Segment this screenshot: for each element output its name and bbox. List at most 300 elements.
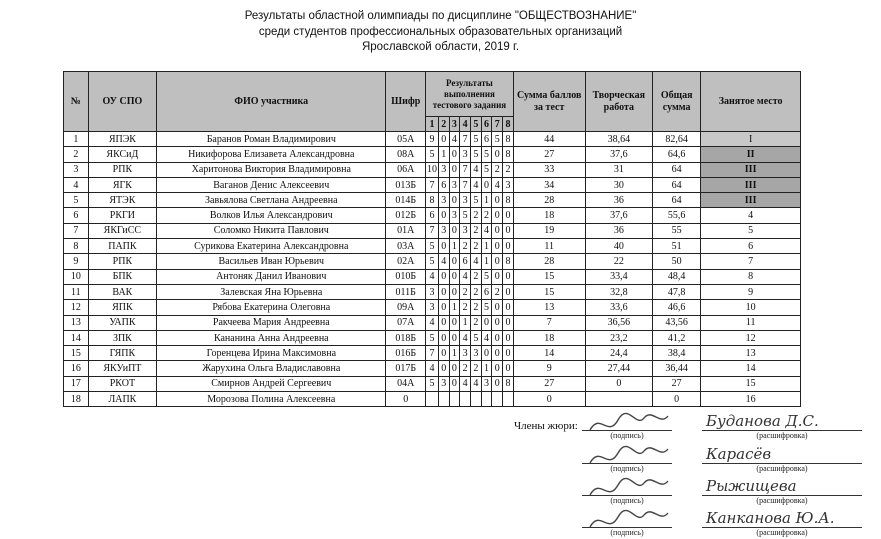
- table-row: [64, 147, 801, 162]
- cell-place: 13: [701, 346, 801, 361]
- cell-ou: ПАПК: [88, 239, 157, 254]
- cell-no: 12: [64, 300, 89, 315]
- cell-total: 27: [653, 376, 701, 391]
- cell-task-7: 0: [492, 147, 503, 162]
- cell-task-7: 0: [492, 346, 503, 361]
- header-place: Занятое место: [701, 72, 801, 132]
- cell-task-3: 4: [449, 132, 460, 147]
- cell-task-7: 0: [492, 239, 503, 254]
- cell-code: 018Б: [386, 330, 426, 345]
- cell-place: II: [701, 147, 801, 162]
- cell-sum-test: 15: [513, 269, 585, 284]
- cell-task-1: 5: [426, 330, 439, 345]
- cell-code: 06А: [386, 162, 426, 177]
- table-row: [64, 361, 801, 376]
- cell-task-7: [492, 392, 503, 407]
- cell-total: 38,4: [653, 346, 701, 361]
- cell-ou: ЯТЭК: [88, 193, 157, 208]
- cell-total: 64,6: [653, 147, 701, 162]
- cell-no: 9: [64, 254, 89, 269]
- cell-task-3: 0: [449, 269, 460, 284]
- cell-fio: Жарухина Ольга Владиславовна: [157, 361, 386, 376]
- table-row: [64, 193, 801, 208]
- cell-task-3: 0: [449, 361, 460, 376]
- cell-no: 15: [64, 346, 89, 361]
- cell-task-5: [470, 392, 481, 407]
- cell-no: 10: [64, 269, 89, 284]
- cell-task-3: 0: [449, 223, 460, 238]
- cell-fio: Ракчеева Мария Андреевна: [157, 315, 386, 330]
- cell-place: 16: [701, 392, 801, 407]
- cell-no: 14: [64, 330, 89, 345]
- cell-creative: 36: [585, 193, 652, 208]
- cell-task-4: 2: [460, 239, 471, 254]
- cell-fio: Сурикова Екатерина Александровна: [157, 239, 386, 254]
- cell-fio: Баранов Роман Владимирович: [157, 132, 386, 147]
- header-sum-test: Сумма баллов за тест: [513, 72, 585, 132]
- header-task-8: 8: [503, 117, 514, 132]
- cell-creative: 40: [585, 239, 652, 254]
- cell-creative: 23,2: [585, 330, 652, 345]
- decode-slot: [702, 477, 862, 507]
- cell-task-6: 5: [481, 300, 492, 315]
- cell-creative: 33,4: [585, 269, 652, 284]
- cell-task-3: 0: [449, 193, 460, 208]
- header-task-3: 3: [449, 117, 460, 132]
- cell-ou: ЯКГиСС: [88, 223, 157, 238]
- table-row: [64, 162, 801, 177]
- cell-no: 3: [64, 162, 89, 177]
- cell-task-4: 1: [460, 315, 471, 330]
- cell-code: 017Б: [386, 361, 426, 376]
- cell-task-2: 0: [438, 269, 449, 284]
- cell-code: 07А: [386, 315, 426, 330]
- cell-ou: ЯПЭК: [88, 132, 157, 147]
- cell-task-6: [481, 392, 492, 407]
- cell-task-3: 0: [449, 284, 460, 299]
- jury-member-name: Рыжищева: [706, 477, 797, 495]
- cell-task-7: 0: [492, 300, 503, 315]
- cell-task-2: 4: [438, 254, 449, 269]
- cell-place: 10: [701, 300, 801, 315]
- cell-ou: ЯКУиПТ: [88, 361, 157, 376]
- cell-task-8: 0: [503, 208, 514, 223]
- cell-task-3: 1: [449, 300, 460, 315]
- cell-ou: РКГИ: [88, 208, 157, 223]
- header-no: №: [64, 72, 89, 132]
- cell-creative: 27,44: [585, 361, 652, 376]
- cell-fio: Кананина Анна Андреевна: [157, 330, 386, 345]
- cell-total: 50: [653, 254, 701, 269]
- cell-task-5: 4: [470, 162, 481, 177]
- cell-ou: ЯГК: [88, 177, 157, 192]
- cell-code: 0: [386, 392, 426, 407]
- cell-sum-test: 15: [513, 284, 585, 299]
- cell-task-3: 0: [449, 376, 460, 391]
- cell-no: 11: [64, 284, 89, 299]
- cell-task-3: 3: [449, 177, 460, 192]
- cell-sum-test: 27: [513, 147, 585, 162]
- cell-code: 013Б: [386, 177, 426, 192]
- cell-task-4: 3: [460, 346, 471, 361]
- cell-place: III: [701, 162, 801, 177]
- cell-task-5: 2: [470, 361, 481, 376]
- cell-creative: 33,6: [585, 300, 652, 315]
- cell-no: 17: [64, 376, 89, 391]
- cell-sum-test: 44: [513, 132, 585, 147]
- table-row: [64, 208, 801, 223]
- cell-task-6: 4: [481, 330, 492, 345]
- cell-task-6: 5: [481, 162, 492, 177]
- cell-task-7: 0: [492, 330, 503, 345]
- cell-task-5: 2: [470, 208, 481, 223]
- table-row: [64, 223, 801, 238]
- cell-fio: Горенцева Ирина Максимовна: [157, 346, 386, 361]
- cell-task-1: 4: [426, 315, 439, 330]
- header-tasks: Результаты выполнения тестового задания: [426, 72, 514, 117]
- header-code: Шифр: [386, 72, 426, 132]
- cell-ou: ЛАПК: [88, 392, 157, 407]
- cell-task-3: 1: [449, 346, 460, 361]
- cell-creative: 0: [585, 376, 652, 391]
- cell-place: I: [701, 132, 801, 147]
- decode-slot: [702, 445, 862, 475]
- cell-fio: Морозова Полина Алексеевна: [157, 392, 386, 407]
- cell-sum-test: 7: [513, 315, 585, 330]
- cell-task-8: 0: [503, 239, 514, 254]
- cell-task-8: 8: [503, 147, 514, 162]
- header-total: Общая сумма: [653, 72, 701, 132]
- cell-task-6: 5: [481, 269, 492, 284]
- cell-fio: Рябова Екатерина Олеговна: [157, 300, 386, 315]
- cell-task-5: 2: [470, 239, 481, 254]
- header-fio: ФИО участника: [157, 72, 386, 132]
- cell-task-1: 9: [426, 132, 439, 147]
- cell-fio: Залевская Яна Юрьевна: [157, 284, 386, 299]
- cell-task-1: 7: [426, 223, 439, 238]
- cell-task-2: 0: [438, 284, 449, 299]
- cell-task-5: 2: [470, 300, 481, 315]
- cell-task-3: 0: [449, 315, 460, 330]
- cell-task-1: 5: [426, 239, 439, 254]
- cell-task-6: 0: [481, 315, 492, 330]
- title-line-3: Ярославской области, 2019 г.: [361, 41, 520, 53]
- cell-task-3: 1: [449, 239, 460, 254]
- cell-task-6: 1: [481, 239, 492, 254]
- cell-total: 82,64: [653, 132, 701, 147]
- cell-place: 4: [701, 208, 801, 223]
- cell-task-4: 4: [460, 269, 471, 284]
- cell-place: 11: [701, 315, 801, 330]
- signature-slot: [582, 481, 672, 507]
- cell-task-6: 3: [481, 376, 492, 391]
- cell-task-1: [426, 392, 439, 407]
- cell-code: 09А: [386, 300, 426, 315]
- cell-task-1: 6: [426, 208, 439, 223]
- cell-sum-test: 28: [513, 254, 585, 269]
- cell-no: 18: [64, 392, 89, 407]
- cell-no: 6: [64, 208, 89, 223]
- decode-slot: [702, 412, 862, 442]
- cell-place: 12: [701, 330, 801, 345]
- cell-total: 55,6: [653, 208, 701, 223]
- cell-task-7: 2: [492, 284, 503, 299]
- cell-code: 010Б: [386, 269, 426, 284]
- cell-task-6: 4: [481, 223, 492, 238]
- cell-task-7: 0: [492, 376, 503, 391]
- cell-task-5: 5: [470, 330, 481, 345]
- cell-sum-test: 14: [513, 346, 585, 361]
- jury-member-name: Карасёв: [706, 445, 772, 463]
- cell-task-8: 0: [503, 223, 514, 238]
- cell-task-6: 6: [481, 284, 492, 299]
- cell-creative: 31: [585, 162, 652, 177]
- cell-task-8: 3: [503, 177, 514, 192]
- cell-task-4: 4: [460, 376, 471, 391]
- cell-code: 08А: [386, 147, 426, 162]
- cell-place: III: [701, 177, 801, 192]
- cell-fio: Антоняк Данил Иванович: [157, 269, 386, 284]
- cell-ou: ЯПК: [88, 300, 157, 315]
- cell-task-2: 3: [438, 376, 449, 391]
- cell-fio: Харитонова Виктория Владимировна: [157, 162, 386, 177]
- cell-fio: Васильев Иван Юрьевич: [157, 254, 386, 269]
- cell-code: 016Б: [386, 346, 426, 361]
- cell-place: 15: [701, 376, 801, 391]
- cell-task-7: 0: [492, 315, 503, 330]
- signature-caption: (подпись): [610, 528, 644, 537]
- cell-creative: 37,6: [585, 147, 652, 162]
- cell-task-8: 8: [503, 193, 514, 208]
- table-row: [64, 315, 801, 330]
- cell-task-6: 2: [481, 208, 492, 223]
- cell-task-1: 7: [426, 346, 439, 361]
- cell-task-1: 10: [426, 162, 439, 177]
- cell-task-5: 5: [470, 132, 481, 147]
- cell-place: 7: [701, 254, 801, 269]
- decode-slot: [702, 509, 862, 539]
- cell-task-1: 4: [426, 361, 439, 376]
- jury-member-name: Канканова Ю.А.: [706, 509, 835, 527]
- cell-task-8: 0: [503, 315, 514, 330]
- table-row: [64, 254, 801, 269]
- cell-total: 46,6: [653, 300, 701, 315]
- cell-task-5: 3: [470, 346, 481, 361]
- header-ou: ОУ СПО: [88, 72, 157, 132]
- cell-task-2: 6: [438, 177, 449, 192]
- cell-task-7: 0: [492, 269, 503, 284]
- cell-no: 5: [64, 193, 89, 208]
- cell-fio: Волков Илья Александрович: [157, 208, 386, 223]
- cell-task-2: 3: [438, 162, 449, 177]
- cell-sum-test: 28: [513, 193, 585, 208]
- cell-task-1: 5: [426, 254, 439, 269]
- cell-fio: Завьялова Светлана Андреевна: [157, 193, 386, 208]
- cell-task-2: 0: [438, 300, 449, 315]
- cell-creative: 36: [585, 223, 652, 238]
- document-title: [0, 9, 881, 56]
- jury-member-row: [582, 509, 872, 539]
- cell-task-4: 2: [460, 284, 471, 299]
- cell-task-5: 5: [470, 193, 481, 208]
- cell-task-4: 2: [460, 300, 471, 315]
- cell-task-5: 4: [470, 376, 481, 391]
- cell-no: 2: [64, 147, 89, 162]
- cell-task-6: 0: [481, 177, 492, 192]
- cell-task-5: 2: [470, 284, 481, 299]
- cell-task-2: 0: [438, 315, 449, 330]
- cell-sum-test: 34: [513, 177, 585, 192]
- cell-task-6: 1: [481, 254, 492, 269]
- cell-task-7: 0: [492, 208, 503, 223]
- cell-creative: 36,56: [585, 315, 652, 330]
- cell-task-2: 0: [438, 208, 449, 223]
- cell-task-1: 5: [426, 147, 439, 162]
- cell-total: 43,56: [653, 315, 701, 330]
- cell-task-7: 0: [492, 361, 503, 376]
- cell-task-5: 2: [470, 269, 481, 284]
- cell-task-8: 2: [503, 162, 514, 177]
- cell-task-3: 3: [449, 208, 460, 223]
- cell-task-3: 0: [449, 330, 460, 345]
- signature-caption: (подпись): [610, 496, 644, 505]
- cell-code: 012Б: [386, 208, 426, 223]
- results-table: [63, 71, 801, 407]
- cell-task-3: 0: [449, 162, 460, 177]
- cell-task-2: 3: [438, 223, 449, 238]
- cell-no: 8: [64, 239, 89, 254]
- cell-task-4: 5: [460, 208, 471, 223]
- cell-task-2: 0: [438, 132, 449, 147]
- cell-sum-test: 18: [513, 330, 585, 345]
- cell-creative: 24,4: [585, 346, 652, 361]
- cell-total: 36,44: [653, 361, 701, 376]
- cell-task-8: 0: [503, 300, 514, 315]
- cell-task-3: [449, 392, 460, 407]
- table-row: [64, 177, 801, 192]
- cell-task-5: 4: [470, 177, 481, 192]
- cell-place: 6: [701, 239, 801, 254]
- cell-task-4: [460, 392, 471, 407]
- jury-member-name: Буданова Д.С.: [706, 412, 819, 430]
- jury-member-row: [582, 445, 872, 475]
- cell-task-7: 0: [492, 223, 503, 238]
- header-task-5: 5: [470, 117, 481, 132]
- cell-task-7: 5: [492, 132, 503, 147]
- cell-place: 8: [701, 269, 801, 284]
- cell-sum-test: 19: [513, 223, 585, 238]
- cell-creative: [585, 392, 652, 407]
- cell-ou: РПК: [88, 162, 157, 177]
- table-row: [64, 132, 801, 147]
- cell-creative: 30: [585, 177, 652, 192]
- table-row: [64, 392, 801, 407]
- header-task-4: 4: [460, 117, 471, 132]
- decode-caption: (расшифровка): [756, 464, 808, 473]
- cell-task-4: 6: [460, 254, 471, 269]
- cell-code: 04А: [386, 376, 426, 391]
- table-row: [64, 269, 801, 284]
- cell-code: 03А: [386, 239, 426, 254]
- table-row: [64, 376, 801, 391]
- cell-sum-test: 11: [513, 239, 585, 254]
- cell-place: 5: [701, 223, 801, 238]
- cell-task-2: 0: [438, 361, 449, 376]
- decode-caption: (расшифровка): [756, 528, 808, 537]
- cell-task-2: 0: [438, 330, 449, 345]
- signature-slot: [582, 513, 672, 539]
- cell-code: 02А: [386, 254, 426, 269]
- cell-task-4: 2: [460, 361, 471, 376]
- cell-task-2: 1: [438, 147, 449, 162]
- decode-caption: (расшифровка): [756, 496, 808, 505]
- cell-task-4: 3: [460, 147, 471, 162]
- table-row: [64, 284, 801, 299]
- cell-task-4: 7: [460, 162, 471, 177]
- cell-task-5: 2: [470, 223, 481, 238]
- title-line-1: Результаты областной олимпиады по дисциплине "ОБЩЕСТВОЗНАНИЕ": [244, 10, 637, 22]
- cell-sum-test: 9: [513, 361, 585, 376]
- cell-ou: ЗПК: [88, 330, 157, 345]
- cell-task-5: 4: [470, 254, 481, 269]
- cell-no: 16: [64, 361, 89, 376]
- cell-task-4: 7: [460, 132, 471, 147]
- table-row: [64, 330, 801, 345]
- cell-place: 9: [701, 284, 801, 299]
- cell-task-8: 0: [503, 361, 514, 376]
- cell-task-2: 0: [438, 239, 449, 254]
- cell-total: 55: [653, 223, 701, 238]
- cell-task-6: 0: [481, 346, 492, 361]
- cell-task-4: 4: [460, 330, 471, 345]
- cell-no: 13: [64, 315, 89, 330]
- cell-code: 05А: [386, 132, 426, 147]
- cell-fio: Смирнов Андрей Сергеевич: [157, 376, 386, 391]
- cell-task-6: 6: [481, 132, 492, 147]
- cell-fio: Ваганов Денис Алексеевич: [157, 177, 386, 192]
- cell-task-7: 2: [492, 162, 503, 177]
- cell-task-1: 7: [426, 177, 439, 192]
- cell-creative: 37,6: [585, 208, 652, 223]
- cell-creative: 38,64: [585, 132, 652, 147]
- cell-sum-test: 13: [513, 300, 585, 315]
- cell-task-8: 8: [503, 254, 514, 269]
- cell-task-8: [503, 392, 514, 407]
- cell-task-6: 5: [481, 147, 492, 162]
- cell-sum-test: 18: [513, 208, 585, 223]
- cell-task-3: 0: [449, 254, 460, 269]
- jury-label: Члены жюри:: [514, 420, 578, 432]
- jury-member-row: [582, 477, 872, 507]
- cell-ou: УАПК: [88, 315, 157, 330]
- cell-sum-test: 0: [513, 392, 585, 407]
- cell-task-8: 8: [503, 132, 514, 147]
- cell-task-1: 4: [426, 269, 439, 284]
- signature-slot: [582, 416, 672, 442]
- cell-task-2: [438, 392, 449, 407]
- cell-total: 48,4: [653, 269, 701, 284]
- cell-ou: БПК: [88, 269, 157, 284]
- cell-no: 7: [64, 223, 89, 238]
- header-task-2: 2: [438, 117, 449, 132]
- cell-task-4: 3: [460, 193, 471, 208]
- header-task-6: 6: [481, 117, 492, 132]
- cell-ou: РКОТ: [88, 376, 157, 391]
- cell-place: III: [701, 193, 801, 208]
- cell-code: 014Б: [386, 193, 426, 208]
- cell-fio: Соломко Никита Павлович: [157, 223, 386, 238]
- cell-ou: ГЯПК: [88, 346, 157, 361]
